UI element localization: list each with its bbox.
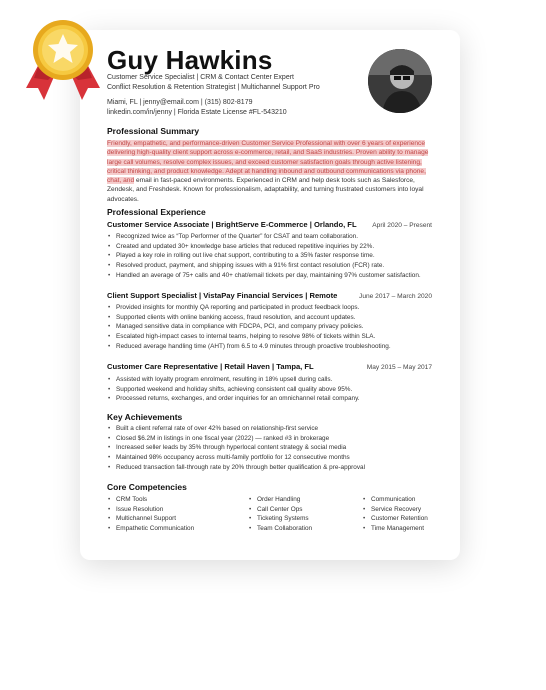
list-item: • Call Center Ops — [248, 505, 312, 515]
job-date: May 2015 – May 2017 — [366, 364, 432, 371]
job-bullets — [107, 303, 432, 352]
list-item: • Played a key role in rolling out live chat support, contributing to a 35% faster response time. — [107, 251, 432, 261]
list-item: • Order Handling — [248, 495, 312, 505]
section-title-experience: Professional Experience — [107, 207, 206, 217]
list-item: • Reduced transaction fall-through rate by 20% through better qualification & pre-approval — [107, 463, 432, 473]
competency-column-3 — [362, 495, 428, 534]
job-heading — [107, 362, 432, 371]
job-heading — [107, 220, 432, 229]
job-role: Client Support Specialist | VistaPay Financial Services | Remote — [107, 291, 338, 300]
headline — [107, 73, 320, 92]
summary-text — [107, 139, 433, 204]
list-item: • Time Management — [362, 524, 428, 534]
list-item: • Escalated high-impact cases to internal teams, helping to resolve 98% of tickets within SLA. — [107, 332, 432, 342]
list-item: • Built a client referral rate of over 42% based on relationship-first service — [107, 424, 432, 434]
section-title-summary: Professional Summary — [107, 126, 200, 136]
contact-line-2: linkedin.com/in/jenny | Florida Estate License #FL-543210 — [107, 109, 287, 116]
job-date: June 2017 – March 2020 — [359, 293, 432, 300]
profile-photo — [368, 49, 432, 113]
summary-highlight: Friendly, empathetic, and performance-driven Customer Service Professional with over 6 years of experience delivering high-quality client support across e-commerce, retail, and SaaS industries. Proven ability to manage large call volumes, resolve complex issues, and exceed customer satisfaction goals through active listening, critical thinking, and product knowledge. Adept at handling inbound and outbound communications via phone, chat, and — [107, 140, 429, 185]
list-item: • Managed sensitive data in compliance with FDCPA, PCI, and company privacy policies. — [107, 322, 432, 332]
list-item: • Increased seller leads by 35% through hyperlocal content strategy & social media — [107, 443, 432, 453]
list-item: • Service Recovery — [362, 505, 428, 515]
list-item: • Provided insights for monthly QA reporting and participated in product feedback loops. — [107, 303, 432, 313]
list-item: • Created and updated 30+ knowledge base articles that reduced repetitive inquiries by 22%. — [107, 242, 432, 252]
job-role: Customer Service Associate | BrightServe E-Commerce | Orlando, FL — [107, 220, 357, 229]
list-item: • Assisted with loyalty program enrolment, resulting in 18% upsell during calls. — [107, 375, 432, 385]
list-item: • Team Collaboration — [248, 524, 312, 534]
list-item: • Processed returns, exchanges, and order inquiries for an omnichannel retail company. — [107, 394, 432, 404]
list-item: • Empathetic Communication — [107, 524, 194, 534]
candidate-name: Guy Hawkins — [107, 45, 273, 75]
list-item: • CRM Tools — [107, 495, 194, 505]
headline-line-2: Conflict Resolution & Retention Strategist | Multichannel Support Pro — [107, 83, 320, 91]
job-bullets — [107, 232, 432, 281]
section-title-competencies: Core Competencies — [107, 482, 187, 492]
achievement-list — [107, 424, 432, 473]
job-bullets — [107, 375, 432, 404]
competency-column-1 — [107, 495, 194, 534]
list-item: • Supported clients with online banking access, fraud resolution, and account updates. — [107, 313, 432, 323]
list-item: • Issue Resolution — [107, 505, 194, 515]
list-item: • Ticketing Systems — [248, 514, 312, 524]
job-role: Customer Care Representative | Retail Haven | Tampa, FL — [107, 362, 314, 371]
list-item: • Closed $6.2M in listings in one fiscal year (2022) — ranked #3 in brokerage — [107, 434, 432, 444]
list-item: • Handled an average of 75+ calls and 40+ chat/email tickets per day, maintaining 97% customer satisfaction. — [107, 271, 432, 281]
star-medal-icon — [18, 10, 108, 110]
list-item: • Communication — [362, 495, 428, 505]
summary-rest: email in fast-paced environments. Experienced in CRM and help desk tools such as Salesforce, Zendesk, and Freshdesk. Known for professionalism, adaptability, and turning frustrated customers into loyal advocates. — [107, 177, 424, 203]
list-item: • Multichannel Support — [107, 514, 194, 524]
job-date: April 2020 – Present — [372, 222, 432, 229]
list-item: • Recognized twice as “Top Performer of the Quarter” for CSAT and team collaboration. — [107, 232, 432, 242]
list-item: • Supported weekend and holiday shifts, achieving consistent call quality above 95%. — [107, 385, 432, 395]
contact-line-1: Miami, FL | jenny@email.com | (315) 802-8179 — [107, 99, 253, 106]
list-item: • Maintained 98% occupancy across multi-family portfolio for 12 consecutive months — [107, 453, 432, 463]
competency-column-2 — [248, 495, 312, 534]
section-title-achievements: Key Achievements — [107, 412, 183, 422]
list-item: • Resolved product, payment, and shipping issues with a 91% first contact resolution (FCR) rate. — [107, 261, 432, 271]
contact-info — [107, 98, 287, 118]
list-item: • Customer Retention — [362, 514, 428, 524]
job-heading — [107, 291, 432, 300]
headline-line-1: Customer Service Specialist | CRM & Contact Center Expert — [107, 74, 294, 81]
list-item: • Reduced average handling time (AHT) from 6.5 to 4.9 minutes through proactive troubleshooting. — [107, 342, 432, 352]
